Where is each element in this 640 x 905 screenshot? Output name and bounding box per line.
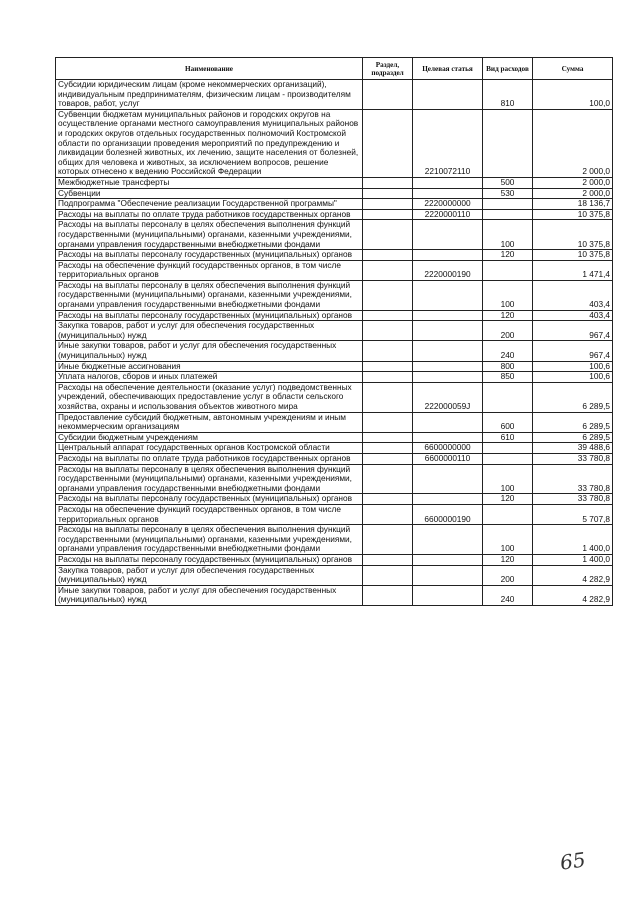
row-target-article bbox=[413, 310, 483, 321]
row-razdel bbox=[363, 199, 413, 210]
row-name: Предоставление субсидий бюджетным, автономным учреждениям и иным некоммерческим организациям bbox=[56, 412, 363, 432]
row-razdel bbox=[363, 80, 413, 110]
row-target-article bbox=[413, 341, 483, 361]
row-sum: 967,4 bbox=[533, 321, 613, 341]
header-sum: Сумма bbox=[533, 58, 613, 80]
table-body bbox=[56, 80, 613, 606]
row-name: Уплата налогов, сборов и иных платежей bbox=[56, 372, 363, 383]
row-name: Субвенции бюджетам муниципальных районов и городских округов на осуществление органами местного самоуправления муниципальных районов и городских округов отдельных государственных полномочий Костромской области по организации проведения мероприятий по предупреждению и ликвидации болезней животных, их лечению, защите населения от болезней, общих для человека и животных, за исключением вопросов, решение которых отнесено к ведению Российской Федерации bbox=[56, 109, 363, 177]
row-target-article: 6600000000 bbox=[413, 443, 483, 454]
row-expense-type bbox=[483, 443, 533, 454]
row-name: Расходы на выплаты персоналу в целях обеспечения выполнения функций государственными (муниципальными) органами, казенными учреждениями, органами управления государственными внебюджетными фондами bbox=[56, 220, 363, 250]
table-row bbox=[56, 412, 613, 432]
row-razdel bbox=[363, 504, 413, 524]
row-target-article bbox=[413, 554, 483, 565]
row-expense-type: 610 bbox=[483, 432, 533, 443]
row-razdel bbox=[363, 220, 413, 250]
table-row bbox=[56, 177, 613, 188]
row-expense-type: 800 bbox=[483, 361, 533, 372]
row-name: Расходы на выплаты персоналу государственных (муниципальных) органов bbox=[56, 250, 363, 261]
row-razdel bbox=[363, 382, 413, 412]
row-name: Иные бюджетные ассигнования bbox=[56, 361, 363, 372]
row-target-article bbox=[413, 321, 483, 341]
row-expense-type bbox=[483, 260, 533, 280]
row-target-article: 222000059J bbox=[413, 382, 483, 412]
row-name: Расходы на выплаты по оплате труда работников государственных органов bbox=[56, 209, 363, 220]
row-razdel bbox=[363, 432, 413, 443]
row-target-article: 6600000190 bbox=[413, 504, 483, 524]
row-expense-type bbox=[483, 453, 533, 464]
row-target-article: 6600000110 bbox=[413, 453, 483, 464]
row-sum: 2 000,0 bbox=[533, 188, 613, 199]
row-target-article bbox=[413, 220, 483, 250]
budget-table bbox=[55, 57, 613, 606]
header-target-article: Целевая статья bbox=[413, 58, 483, 80]
row-name: Расходы на обеспечение деятельности (оказание услуг) подведомственных учреждений, обеспечивающих предоставление услуг в области сельского хозяйства, охраны и использования объектов животного мира bbox=[56, 382, 363, 412]
row-target-article: 2220000110 bbox=[413, 209, 483, 220]
table-row bbox=[56, 250, 613, 261]
row-expense-type: 100 bbox=[483, 280, 533, 310]
row-expense-type: 120 bbox=[483, 554, 533, 565]
row-sum: 6 289,5 bbox=[533, 412, 613, 432]
row-expense-type bbox=[483, 382, 533, 412]
row-sum: 33 780,8 bbox=[533, 494, 613, 505]
row-expense-type: 850 bbox=[483, 372, 533, 383]
row-expense-type bbox=[483, 109, 533, 177]
row-name: Закупка товаров, работ и услуг для обеспечения государственных (муниципальных) нужд bbox=[56, 321, 363, 341]
row-expense-type: 500 bbox=[483, 177, 533, 188]
row-sum: 2 000,0 bbox=[533, 109, 613, 177]
table-row bbox=[56, 260, 613, 280]
row-name: Расходы на выплаты персоналу государственных (муниципальных) органов bbox=[56, 554, 363, 565]
row-expense-type: 120 bbox=[483, 494, 533, 505]
row-expense-type: 240 bbox=[483, 341, 533, 361]
row-expense-type bbox=[483, 199, 533, 210]
table-row bbox=[56, 280, 613, 310]
page-number: 65 bbox=[558, 847, 588, 875]
row-expense-type: 200 bbox=[483, 565, 533, 585]
row-razdel bbox=[363, 412, 413, 432]
table-row bbox=[56, 382, 613, 412]
row-sum: 100,0 bbox=[533, 80, 613, 110]
table-row bbox=[56, 565, 613, 585]
row-name: Расходы на выплаты персоналу в целях обеспечения выполнения функций государственными (муниципальными) органами, казенными учреждениями, органами управления государственными внебюджетными фондами bbox=[56, 280, 363, 310]
row-target-article bbox=[413, 464, 483, 494]
row-razdel bbox=[363, 494, 413, 505]
row-name: Центральный аппарат государственных органов Костромской области bbox=[56, 443, 363, 454]
row-sum: 967,4 bbox=[533, 341, 613, 361]
row-name: Иные закупки товаров, работ и услуг для обеспечения государственных (муниципальных) нужд bbox=[56, 341, 363, 361]
row-sum: 5 707,8 bbox=[533, 504, 613, 524]
row-name: Межбюджетные трансферты bbox=[56, 177, 363, 188]
row-target-article bbox=[413, 494, 483, 505]
row-sum: 2 000,0 bbox=[533, 177, 613, 188]
row-name: Расходы на обеспечение функций государственных органов, в том числе территориальных органов bbox=[56, 260, 363, 280]
row-target-article bbox=[413, 565, 483, 585]
row-target-article bbox=[413, 585, 483, 605]
row-sum: 33 780,8 bbox=[533, 464, 613, 494]
row-razdel bbox=[363, 341, 413, 361]
row-expense-type: 100 bbox=[483, 220, 533, 250]
row-razdel bbox=[363, 109, 413, 177]
table-row bbox=[56, 310, 613, 321]
row-name: Субсидии юридическим лицам (кроме некоммерческих организаций), индивидуальным предпринимателям, физическим лицам - производителям товаров, работ, услуг bbox=[56, 80, 363, 110]
row-sum: 1 400,0 bbox=[533, 554, 613, 565]
row-expense-type: 120 bbox=[483, 310, 533, 321]
row-target-article bbox=[413, 525, 483, 555]
table-row bbox=[56, 361, 613, 372]
row-target-article bbox=[413, 188, 483, 199]
row-sum: 6 289,5 bbox=[533, 432, 613, 443]
row-sum: 39 488,6 bbox=[533, 443, 613, 454]
row-target-article: 2220000190 bbox=[413, 260, 483, 280]
row-name: Расходы на выплаты персоналу в целях обеспечения выполнения функций государственными (муниципальными) органами, казенными учреждениями, органами управления государственными внебюджетными фондами bbox=[56, 525, 363, 555]
row-sum: 1 400,0 bbox=[533, 525, 613, 555]
table-row bbox=[56, 209, 613, 220]
row-razdel bbox=[363, 260, 413, 280]
row-name: Расходы на выплаты по оплате труда работников государственных органов bbox=[56, 453, 363, 464]
table-row bbox=[56, 188, 613, 199]
row-sum: 6 289,5 bbox=[533, 382, 613, 412]
row-name: Расходы на выплаты персоналу государственных (муниципальных) органов bbox=[56, 310, 363, 321]
row-target-article bbox=[413, 361, 483, 372]
table-header-row bbox=[56, 58, 613, 80]
row-expense-type: 810 bbox=[483, 80, 533, 110]
row-razdel bbox=[363, 464, 413, 494]
table-row bbox=[56, 554, 613, 565]
row-expense-type: 530 bbox=[483, 188, 533, 199]
table-row bbox=[56, 220, 613, 250]
row-name: Закупка товаров, работ и услуг для обеспечения государственных (муниципальных) нужд bbox=[56, 565, 363, 585]
row-target-article bbox=[413, 177, 483, 188]
row-expense-type bbox=[483, 504, 533, 524]
row-target-article bbox=[413, 372, 483, 383]
row-name: Расходы на выплаты персоналу в целях обеспечения выполнения функций государственными (муниципальными) органами, казенными учреждениями, органами управления государственными внебюджетными фондами bbox=[56, 464, 363, 494]
table-row bbox=[56, 199, 613, 210]
row-expense-type: 100 bbox=[483, 525, 533, 555]
row-name: Субвенции bbox=[56, 188, 363, 199]
row-sum: 33 780,8 bbox=[533, 453, 613, 464]
row-sum: 100,6 bbox=[533, 372, 613, 383]
row-target-article: 2220000000 bbox=[413, 199, 483, 210]
row-sum: 18 136,7 bbox=[533, 199, 613, 210]
row-target-article bbox=[413, 432, 483, 443]
row-sum: 403,4 bbox=[533, 310, 613, 321]
row-razdel bbox=[363, 321, 413, 341]
row-razdel bbox=[363, 250, 413, 261]
row-sum: 1 471,4 bbox=[533, 260, 613, 280]
row-razdel bbox=[363, 453, 413, 464]
row-razdel bbox=[363, 310, 413, 321]
row-expense-type: 200 bbox=[483, 321, 533, 341]
row-razdel bbox=[363, 361, 413, 372]
row-expense-type: 240 bbox=[483, 585, 533, 605]
row-razdel bbox=[363, 565, 413, 585]
table-row bbox=[56, 109, 613, 177]
row-razdel bbox=[363, 443, 413, 454]
row-name: Подпрограмма "Обеспечение реализации Государственной программы" bbox=[56, 199, 363, 210]
row-expense-type: 600 bbox=[483, 412, 533, 432]
table-row bbox=[56, 464, 613, 494]
table-row bbox=[56, 585, 613, 605]
table-row bbox=[56, 494, 613, 505]
row-sum: 100,6 bbox=[533, 361, 613, 372]
table-row bbox=[56, 341, 613, 361]
row-sum: 10 375,8 bbox=[533, 250, 613, 261]
header-expense-type: Вид расходов bbox=[483, 58, 533, 80]
row-expense-type: 120 bbox=[483, 250, 533, 261]
row-sum: 10 375,8 bbox=[533, 209, 613, 220]
row-razdel bbox=[363, 585, 413, 605]
header-name: Наименование bbox=[56, 58, 363, 80]
row-expense-type: 100 bbox=[483, 464, 533, 494]
table-row bbox=[56, 525, 613, 555]
row-name: Расходы на выплаты персоналу государственных (муниципальных) органов bbox=[56, 494, 363, 505]
row-razdel bbox=[363, 188, 413, 199]
row-razdel bbox=[363, 554, 413, 565]
row-name: Расходы на обеспечение функций государственных органов, в том числе территориальных органов bbox=[56, 504, 363, 524]
row-target-article: 2210072110 bbox=[413, 109, 483, 177]
table-row bbox=[56, 443, 613, 454]
row-target-article bbox=[413, 250, 483, 261]
table-row bbox=[56, 372, 613, 383]
row-razdel bbox=[363, 177, 413, 188]
row-razdel bbox=[363, 209, 413, 220]
row-name: Иные закупки товаров, работ и услуг для обеспечения государственных (муниципальных) нужд bbox=[56, 585, 363, 605]
row-target-article bbox=[413, 412, 483, 432]
table-row bbox=[56, 80, 613, 110]
row-target-article bbox=[413, 280, 483, 310]
table-row bbox=[56, 432, 613, 443]
row-razdel bbox=[363, 525, 413, 555]
row-name: Субсидии бюджетным учреждениям bbox=[56, 432, 363, 443]
row-target-article bbox=[413, 80, 483, 110]
row-expense-type bbox=[483, 209, 533, 220]
header-razdel: Раздел, подраздел bbox=[363, 58, 413, 80]
row-sum: 10 375,8 bbox=[533, 220, 613, 250]
row-sum: 4 282,9 bbox=[533, 585, 613, 605]
row-razdel bbox=[363, 280, 413, 310]
table-row bbox=[56, 321, 613, 341]
row-sum: 403,4 bbox=[533, 280, 613, 310]
row-sum: 4 282,9 bbox=[533, 565, 613, 585]
table-row bbox=[56, 453, 613, 464]
row-razdel bbox=[363, 372, 413, 383]
table-row bbox=[56, 504, 613, 524]
